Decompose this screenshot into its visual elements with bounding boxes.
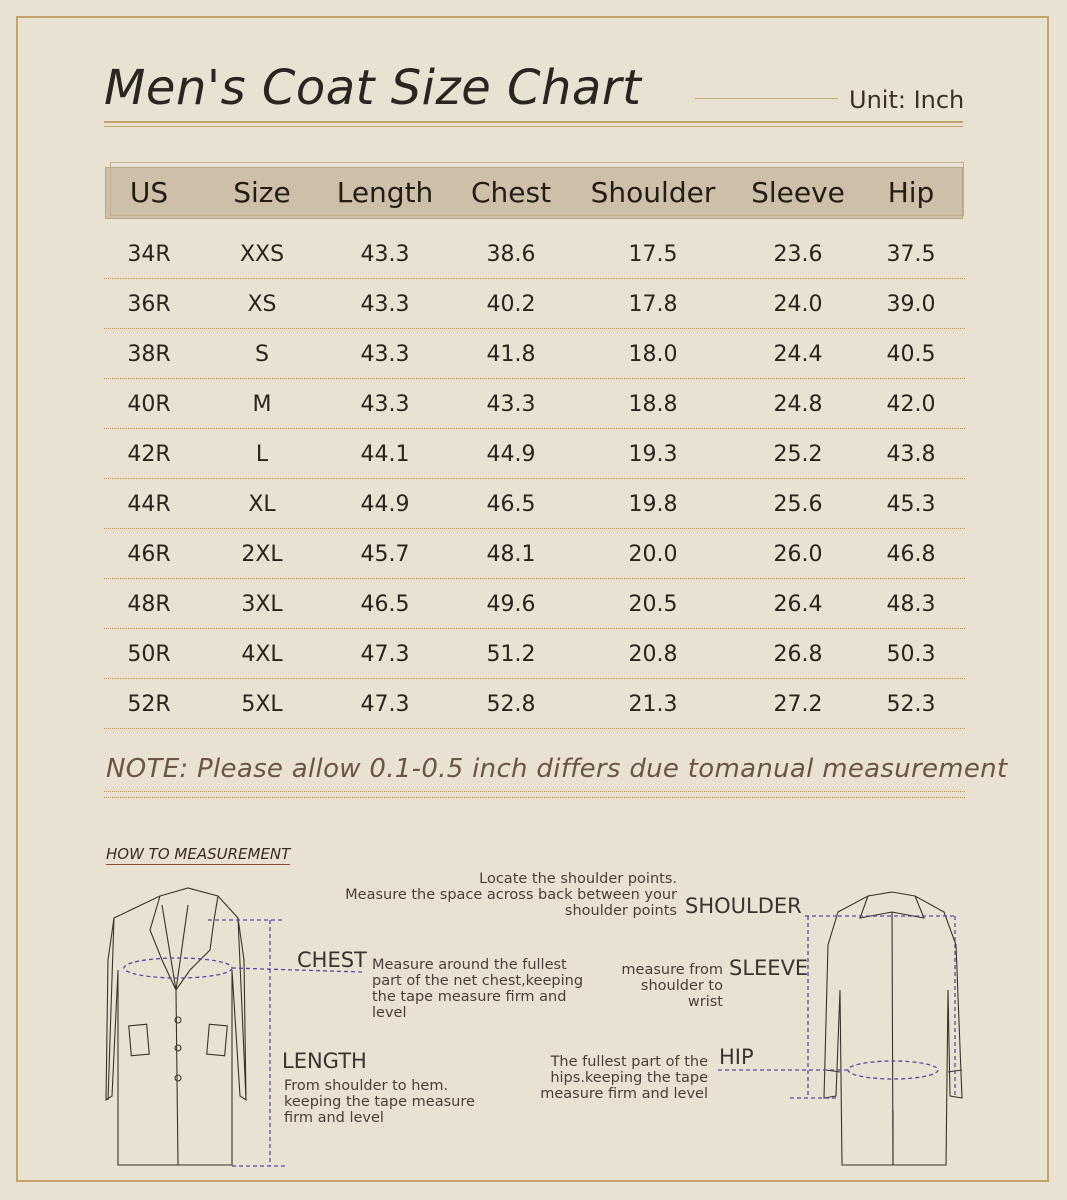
table-cell: 48.1 [486, 542, 536, 567]
table-cell: 52R [127, 692, 171, 717]
front-coat-collar [150, 896, 218, 990]
table-cell: 24.8 [773, 392, 823, 417]
table-cell: 45.3 [886, 492, 936, 517]
table-cell: 40.2 [486, 292, 536, 317]
column-header-hip: Hip [887, 176, 935, 209]
column-header-size: Size [233, 176, 291, 209]
table-cell: 2XL [241, 542, 283, 567]
table-cell: L [255, 442, 269, 467]
table-cell: 40R [127, 392, 171, 417]
table-cell: 41.8 [486, 342, 536, 367]
table-cell: 3XL [241, 592, 283, 617]
hip-desc: The fullest part of the hips.keeping the tape measure firm and level [540, 1054, 708, 1102]
table-cell: 44.9 [486, 442, 536, 467]
table-cell: 26.8 [773, 642, 823, 667]
table-cell: 19.8 [628, 492, 678, 517]
table-cell: 47.3 [360, 692, 410, 717]
table-cell: 18.0 [628, 342, 678, 367]
table-cell: M [252, 392, 272, 417]
table-cell: 37.5 [886, 242, 936, 267]
page-title: Men's Coat Size Chart [104, 60, 642, 116]
shoulder-desc: Locate the shoulder points. Measure the space across back between your shoulder points [345, 871, 677, 919]
unit-label: Unit: Inch [849, 86, 965, 114]
table-cell: 50.3 [886, 642, 936, 667]
how-to-heading: HOW TO MEASUREMENT [106, 845, 291, 863]
table-cell: 20.8 [628, 642, 678, 667]
table-cell: 46.5 [486, 492, 536, 517]
table-cell: 4XL [241, 642, 283, 667]
table-cell: 48.3 [886, 592, 936, 617]
chest-desc: Measure around the fullest part of the net chest,keeping the tape measure firm and level [372, 957, 584, 1021]
table-cell: 20.5 [628, 592, 678, 617]
table-cell: 25.6 [773, 492, 823, 517]
table-cell: 46.5 [360, 592, 410, 617]
table-cell: 38.6 [486, 242, 536, 267]
front-coat-lapel [162, 905, 188, 990]
table-cell: 40.5 [886, 342, 936, 367]
table-cell: XXS [239, 242, 285, 267]
table-cell: 50R [127, 642, 171, 667]
table-cell: 43.3 [360, 342, 410, 367]
table-cell: 47.3 [360, 642, 410, 667]
length-desc: From shoulder to hem. keeping the tape measure firm and level [284, 1078, 475, 1126]
table-cell: 43.3 [486, 392, 536, 417]
table-cell: 36R [127, 292, 171, 317]
table-cell: 45.7 [360, 542, 410, 567]
table-cell: 43.8 [886, 442, 936, 467]
sleeve-label: SLEEVE [729, 956, 809, 980]
chest-label: CHEST [297, 948, 367, 972]
table-cell: 42.0 [886, 392, 936, 417]
sleeve-desc: measure from shoulder to wrist [621, 962, 723, 1010]
table-cell: 51.2 [486, 642, 536, 667]
table-cell: 38R [127, 342, 171, 367]
table-cell: 25.2 [773, 442, 823, 467]
table-cell: 44.1 [360, 442, 410, 467]
shoulder-label: SHOULDER [685, 894, 802, 918]
table-cell: 27.2 [773, 692, 823, 717]
table-cell: 44.9 [360, 492, 410, 517]
table-cell: 52.3 [886, 692, 936, 717]
column-header-length: Length [336, 176, 434, 209]
table-cell: 49.6 [486, 592, 536, 617]
column-header-sleeve: Sleeve [751, 176, 845, 209]
table-cell: 43.3 [360, 242, 410, 267]
table-cell: 26.4 [773, 592, 823, 617]
table-cell: 43.3 [360, 292, 410, 317]
table-cell: 42R [127, 442, 171, 467]
table-cell: 48R [127, 592, 171, 617]
column-header-chest: Chest [470, 176, 552, 209]
table-cell: 20.0 [628, 542, 678, 567]
table-cell: 43.3 [360, 392, 410, 417]
table-cell: 23.6 [773, 242, 823, 267]
table-cell: 24.0 [773, 292, 823, 317]
table-cell: XS [247, 292, 277, 317]
table-cell: 46R [127, 542, 171, 567]
table-cell: 24.4 [773, 342, 823, 367]
table-cell: 44R [127, 492, 171, 517]
table-cell: 18.8 [628, 392, 678, 417]
column-header-shoulder: Shoulder [590, 176, 716, 209]
note-text: NOTE: Please allow 0.1-0.5 inch differs due tomanual measurement [106, 754, 1008, 784]
table-cell: 5XL [241, 692, 283, 717]
table-cell: 26.0 [773, 542, 823, 567]
column-header-us: US [129, 176, 169, 209]
length-label: LENGTH [282, 1049, 367, 1073]
table-cell: 39.0 [886, 292, 936, 317]
table-cell: 52.8 [486, 692, 536, 717]
table-cell: 17.8 [628, 292, 678, 317]
table-cell: S [255, 342, 269, 367]
hip-label: HIP [719, 1045, 754, 1069]
table-cell: 17.5 [628, 242, 678, 267]
table-cell: 34R [127, 242, 171, 267]
table-cell: 19.3 [628, 442, 678, 467]
table-cell: 46.8 [886, 542, 936, 567]
table-cell: 21.3 [628, 692, 678, 717]
table-cell: XL [248, 492, 276, 517]
